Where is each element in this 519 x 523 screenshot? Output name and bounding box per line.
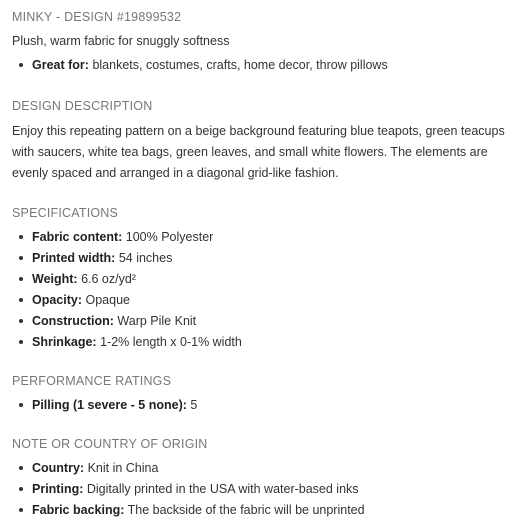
bullet-icon bbox=[19, 63, 23, 67]
specifications-list bbox=[12, 228, 507, 351]
item-label: Country: bbox=[32, 461, 85, 475]
bullet-icon bbox=[19, 277, 23, 281]
bullet-icon bbox=[19, 235, 23, 239]
bullet-icon bbox=[19, 340, 23, 344]
list-item bbox=[18, 56, 507, 74]
bullet-icon bbox=[19, 403, 23, 407]
bullet-icon bbox=[19, 256, 23, 260]
design-tagline: Plush, warm fabric for snuggly softness bbox=[12, 34, 230, 48]
item-value: The backside of the fabric will be unprinted bbox=[127, 503, 365, 517]
origin-section bbox=[12, 435, 507, 519]
design-list bbox=[12, 56, 507, 74]
list-item bbox=[18, 291, 507, 309]
bullet-icon bbox=[19, 466, 23, 470]
bullet-icon bbox=[19, 508, 23, 512]
item-label: Shrinkage: bbox=[32, 335, 97, 349]
bullet-icon bbox=[19, 298, 23, 302]
item-value: 6.6 oz/yd² bbox=[81, 272, 136, 286]
list-item bbox=[18, 501, 507, 519]
bullet-icon bbox=[19, 319, 23, 323]
specifications-heading: SPECIFICATIONS bbox=[12, 206, 119, 220]
description-heading: DESIGN DESCRIPTION bbox=[12, 99, 153, 113]
item-label: Great for: bbox=[32, 58, 89, 72]
performance-heading: PERFORMANCE RATINGS bbox=[12, 374, 172, 388]
origin-heading: NOTE OR COUNTRY OF ORIGIN bbox=[12, 437, 208, 451]
specifications-section bbox=[12, 204, 507, 351]
list-item bbox=[18, 228, 507, 246]
item-value: 5 bbox=[190, 398, 198, 412]
item-label: Weight: bbox=[32, 272, 78, 286]
item-value: Opaque bbox=[85, 293, 130, 307]
item-value: Knit in China bbox=[87, 461, 159, 475]
design-heading: MINKY - DESIGN #19899532 bbox=[12, 10, 182, 24]
item-label: Opacity: bbox=[32, 293, 83, 307]
item-label: Fabric backing: bbox=[32, 503, 125, 517]
performance-section bbox=[12, 372, 507, 414]
item-label: Fabric content: bbox=[32, 230, 123, 244]
description-section bbox=[12, 97, 507, 184]
item-label: Printed width: bbox=[32, 251, 116, 265]
list-item bbox=[18, 270, 507, 288]
design-section bbox=[12, 8, 507, 74]
list-item bbox=[18, 459, 507, 477]
description-text: Enjoy this repeating pattern on a beige background featuring blue teapots, green teacups with saucers, white tea bags, green leaves, and small white flowers. The elements are evenly spaced and arranged in a diagonal grid-like fashion. bbox=[12, 124, 505, 180]
list-item bbox=[18, 312, 507, 330]
item-label: Printing: bbox=[32, 482, 84, 496]
item-value: blankets, costumes, crafts, home decor, throw pillows bbox=[92, 58, 388, 72]
performance-list bbox=[12, 396, 507, 414]
origin-list bbox=[12, 459, 507, 519]
list-item bbox=[18, 396, 507, 414]
item-value: 1-2% length x 0-1% width bbox=[100, 335, 242, 349]
list-item bbox=[18, 249, 507, 267]
item-label: Construction: bbox=[32, 314, 114, 328]
item-value: Digitally printed in the USA with water-based inks bbox=[86, 482, 359, 496]
list-item bbox=[18, 480, 507, 498]
item-value: Warp Pile Knit bbox=[117, 314, 197, 328]
item-value: 100% Polyester bbox=[125, 230, 214, 244]
bullet-icon bbox=[19, 487, 23, 491]
item-label: Pilling (1 severe - 5 none): bbox=[32, 398, 187, 412]
list-item bbox=[18, 333, 507, 351]
item-value: 54 inches bbox=[118, 251, 173, 265]
